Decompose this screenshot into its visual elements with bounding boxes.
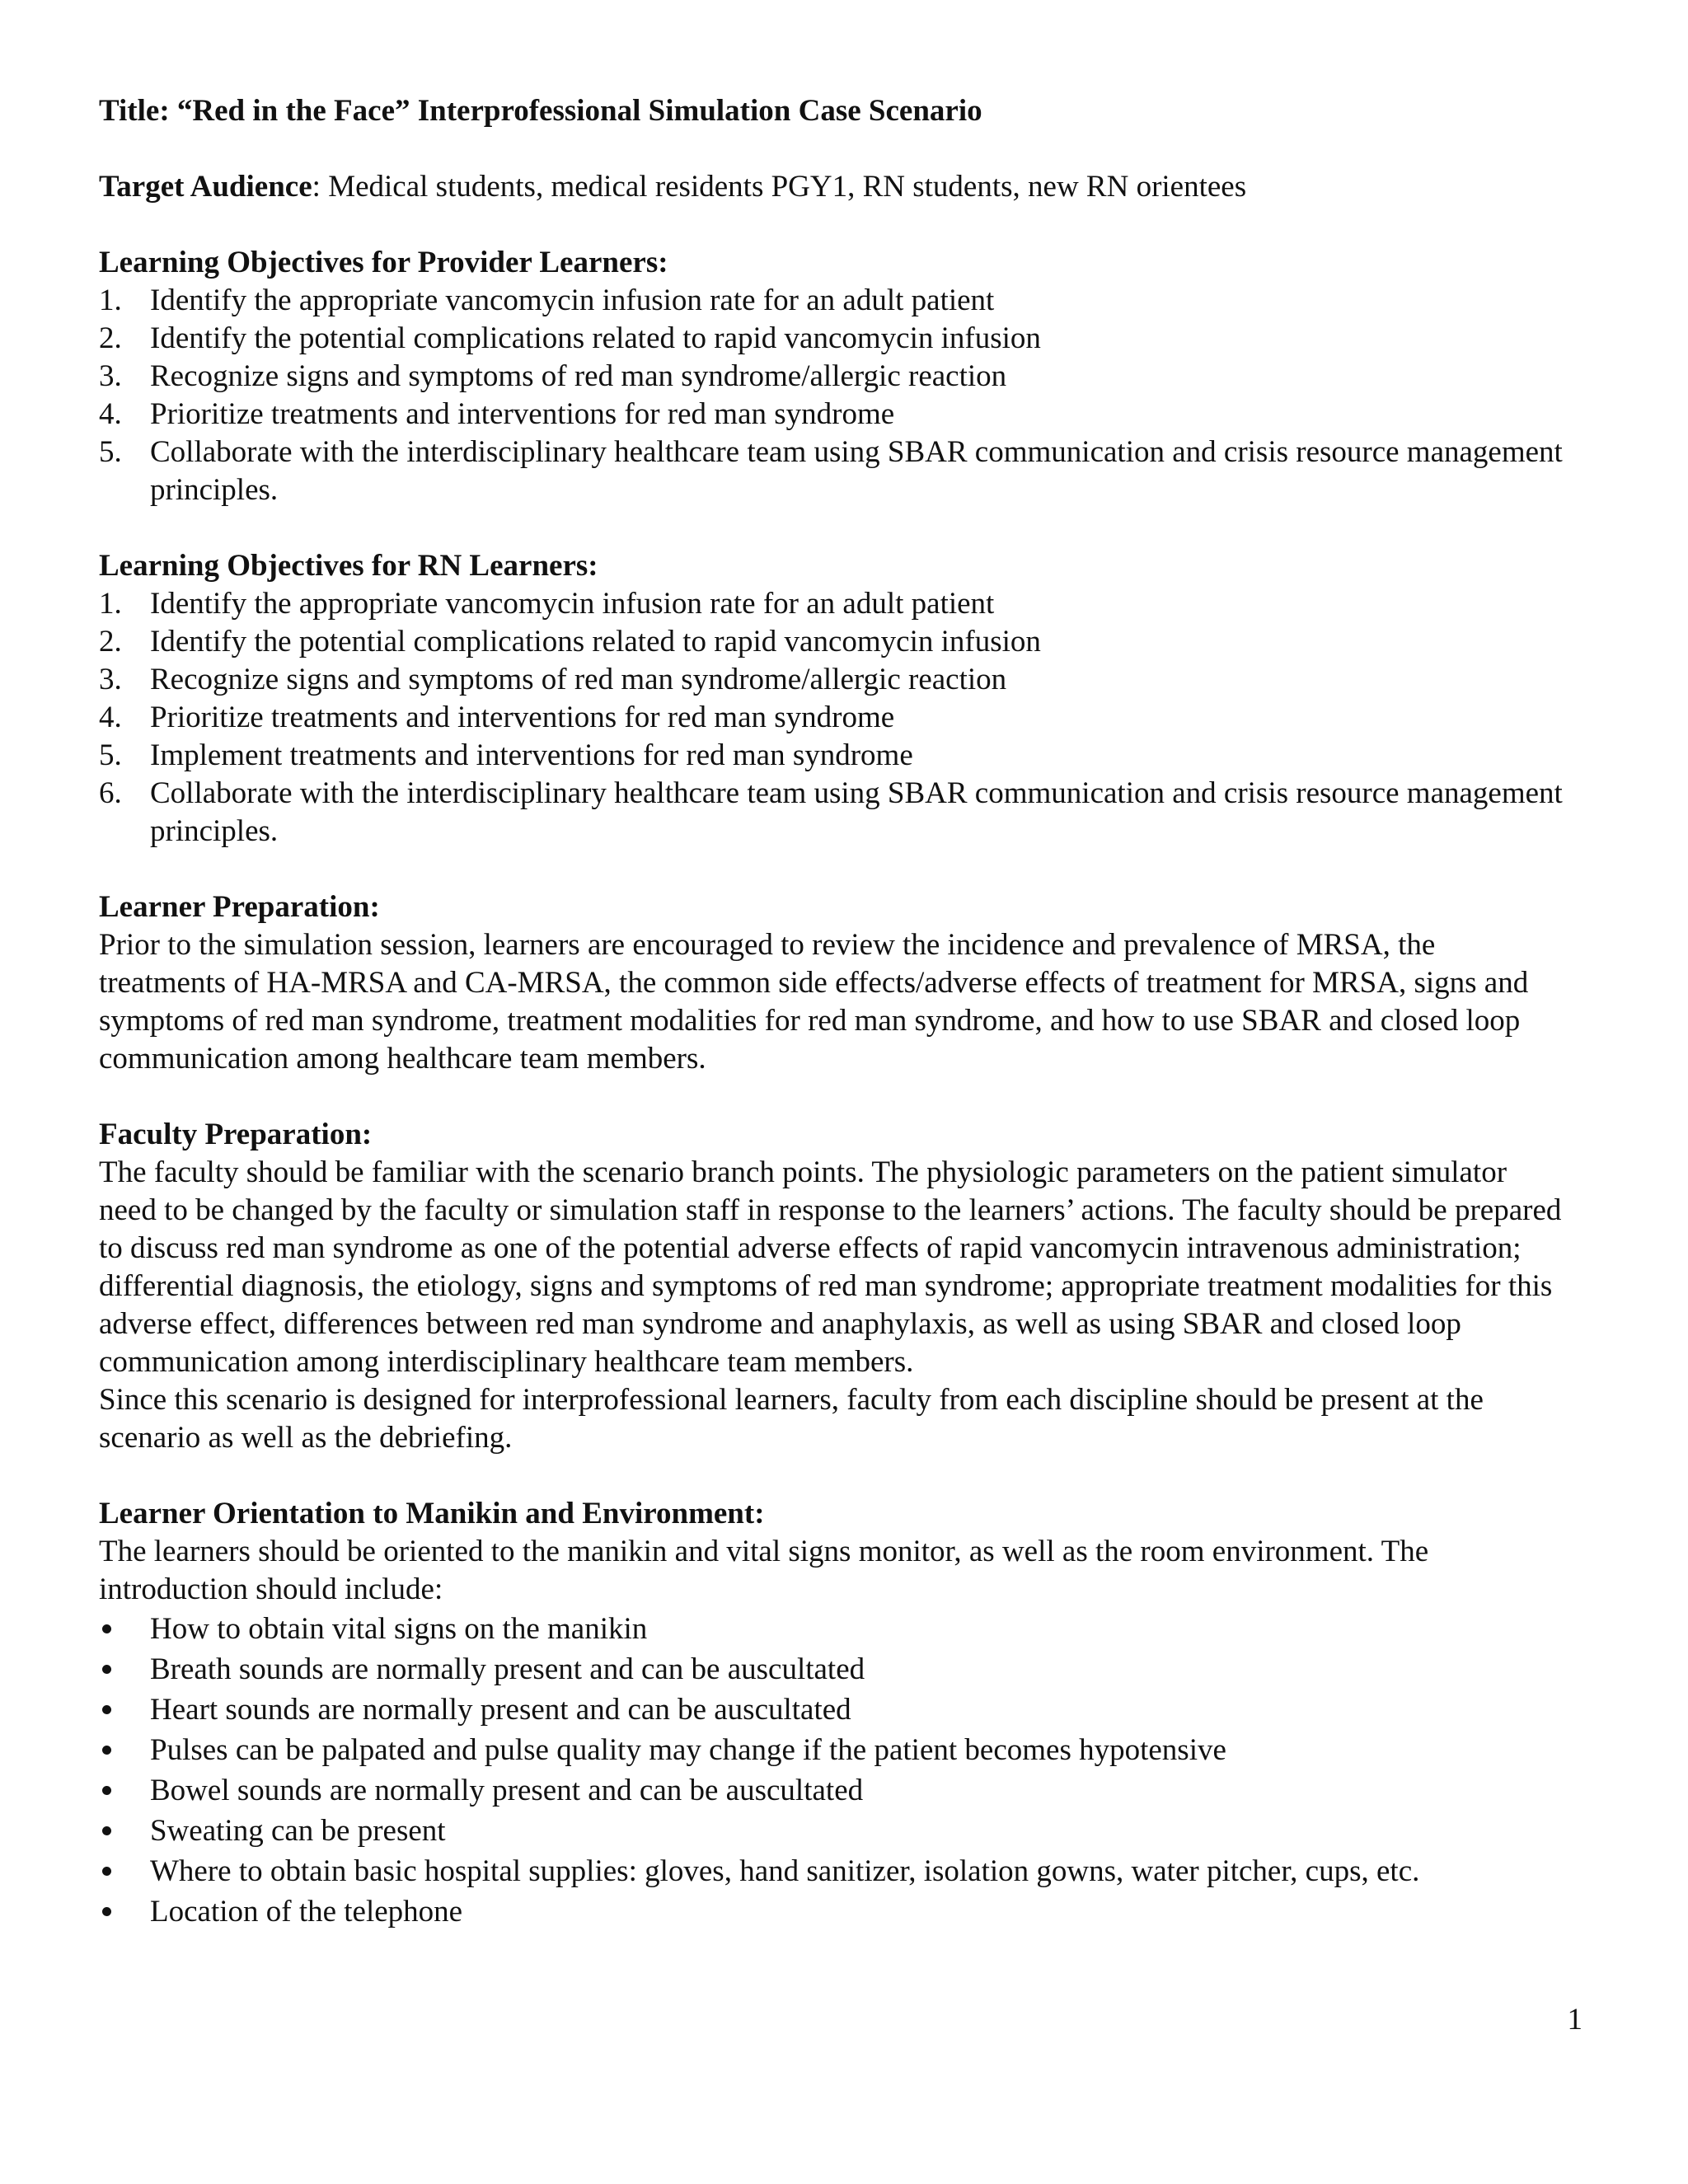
list-item xyxy=(99,358,1566,396)
list-item-text: Prioritize treatments and interventions for red man syndrome xyxy=(150,701,895,734)
list-item-number: 3. xyxy=(99,359,122,393)
orientation-section xyxy=(99,1495,1566,1932)
rn-objectives-section xyxy=(99,547,1566,851)
orientation-bullet-list xyxy=(99,1609,1566,1932)
bullet-icon xyxy=(102,1624,111,1633)
list-item-text: Implement treatments and interventions for red man syndrome xyxy=(150,738,913,772)
learner-preparation-heading: Learner Preparation: xyxy=(99,890,380,924)
rn-objectives-heading: Learning Objectives for RN Learners: xyxy=(99,549,598,583)
list-item-number: 2. xyxy=(99,625,122,658)
list-item xyxy=(99,623,1566,661)
list-item-number: 4. xyxy=(99,397,122,431)
list-item-text: Sweating can be present xyxy=(150,1814,446,1848)
list-item xyxy=(99,1730,1566,1770)
list-item-number: 1. xyxy=(99,284,122,317)
list-item-number: 4. xyxy=(99,701,122,734)
learner-preparation-text: Prior to the simulation session, learners are encouraged to review the incidence and prevalence of MRSA, the treatments of HA-MRSA and CA-MRSA, the common side effects/adverse effects of treatment for MRSA, signs and symptoms of red man syndrome, treatment modalities for red man syndrome, and how to use SBAR and closed loop communication among healthcare team members. xyxy=(99,928,1529,1076)
title-label: Title: xyxy=(99,94,177,128)
title-text: “Red in the Face” Interprofessional Simulation Case Scenario xyxy=(176,94,982,128)
list-item xyxy=(99,434,1566,509)
list-item-number: 3. xyxy=(99,663,122,696)
bullet-icon xyxy=(102,1786,111,1795)
list-item-text: Breath sounds are normally present and can be auscultated xyxy=(150,1652,865,1686)
list-item xyxy=(99,1609,1566,1649)
list-item-text: How to obtain vital signs on the manikin xyxy=(150,1612,648,1646)
faculty-preparation-heading: Faculty Preparation: xyxy=(99,1118,373,1151)
bullet-icon xyxy=(102,1705,111,1714)
document-page xyxy=(99,92,1566,1970)
list-item xyxy=(99,775,1566,851)
faculty-preparation-paragraph-2: Since this scenario is designed for interprofessional learners, faculty from each discipline should be present at the scenario as well as the debriefing. xyxy=(99,1383,1484,1455)
list-item-text: Prioritize treatments and interventions for red man syndrome xyxy=(150,397,895,431)
list-item-text: Pulses can be palpated and pulse quality may change if the patient becomes hypotensive xyxy=(150,1733,1226,1767)
bullet-icon xyxy=(102,1746,111,1755)
list-item xyxy=(99,737,1566,775)
target-audience-text: : Medical students, medical residents PGY1, RN students, new RN orientees xyxy=(312,170,1247,204)
list-item-text: Where to obtain basic hospital supplies: gloves, hand sanitizer, isolation gowns, water pitcher, cups, etc. xyxy=(150,1854,1420,1888)
provider-objectives-heading: Learning Objectives for Provider Learners: xyxy=(99,246,668,279)
list-item xyxy=(99,699,1566,737)
target-audience xyxy=(99,168,1566,206)
orientation-heading: Learner Orientation to Manikin and Environment: xyxy=(99,1497,765,1530)
bullet-icon xyxy=(102,1907,111,1916)
list-item-text: Identify the appropriate vancomycin infusion rate for an adult patient xyxy=(150,587,995,621)
list-item xyxy=(99,1811,1566,1851)
list-item-number: 6. xyxy=(99,776,122,810)
list-item-text: Identify the potential complications related to rapid vancomycin infusion xyxy=(150,625,1041,658)
list-item-text: Heart sounds are normally present and can be auscultated xyxy=(150,1693,851,1727)
list-item xyxy=(99,1690,1566,1730)
list-item xyxy=(99,396,1566,434)
list-item xyxy=(99,1851,1566,1891)
list-item-text: Collaborate with the interdisciplinary healthcare team using SBAR communication and crisis resource management principles. xyxy=(150,776,1563,848)
list-item-text: Recognize signs and symptoms of red man syndrome/allergic reaction xyxy=(150,359,1007,393)
list-item xyxy=(99,585,1566,623)
learner-preparation-section xyxy=(99,888,1566,1078)
list-item-text: Identify the appropriate vancomycin infusion rate for an adult patient xyxy=(150,284,995,317)
list-item-text: Recognize signs and symptoms of red man syndrome/allergic reaction xyxy=(150,663,1007,696)
bullet-icon xyxy=(102,1867,111,1876)
bullet-icon xyxy=(102,1826,111,1835)
provider-objectives-section xyxy=(99,244,1566,509)
document-title xyxy=(99,92,1566,130)
list-item xyxy=(99,1649,1566,1690)
list-item-number: 5. xyxy=(99,435,122,469)
target-audience-label: Target Audience xyxy=(99,170,312,204)
list-item-text: Location of the telephone xyxy=(150,1895,463,1929)
list-item-number: 2. xyxy=(99,321,122,355)
list-item-text: Collaborate with the interdisciplinary healthcare team using SBAR communication and crisis resource management principles. xyxy=(150,435,1563,507)
list-item xyxy=(99,1891,1566,1932)
orientation-intro: The learners should be oriented to the manikin and vital signs monitor, as well as the room environment. The introduction should include: xyxy=(99,1535,1429,1606)
provider-objectives-list xyxy=(99,282,1566,509)
list-item xyxy=(99,320,1566,358)
faculty-preparation-section xyxy=(99,1116,1566,1457)
list-item-number: 5. xyxy=(99,738,122,772)
rn-objectives-list xyxy=(99,585,1566,851)
bullet-icon xyxy=(102,1665,111,1674)
page-number: 1 xyxy=(1567,2003,1582,2036)
list-item-text: Bowel sounds are normally present and can be auscultated xyxy=(150,1774,864,1807)
list-item xyxy=(99,661,1566,699)
list-item-number: 1. xyxy=(99,587,122,621)
list-item xyxy=(99,282,1566,320)
list-item-text: Identify the potential complications related to rapid vancomycin infusion xyxy=(150,321,1041,355)
list-item xyxy=(99,1770,1566,1811)
faculty-preparation-paragraph-1: The faculty should be familiar with the scenario branch points. The physiologic parameters on the patient simulator need to be changed by the faculty or simulation staff in response to the learners’ actions. The faculty should be prepared to discuss red man syndrome as one of the potential adverse effects of rapid vancomycin intravenous administration; differential diagnosis, the etiology, signs and symptoms of red man syndrome; appropriate treatment modalities for this adverse effect, differences between red man syndrome and anaphylaxis, as well as using SBAR and closed loop communication among interdisciplinary healthcare team members. xyxy=(99,1155,1562,1379)
